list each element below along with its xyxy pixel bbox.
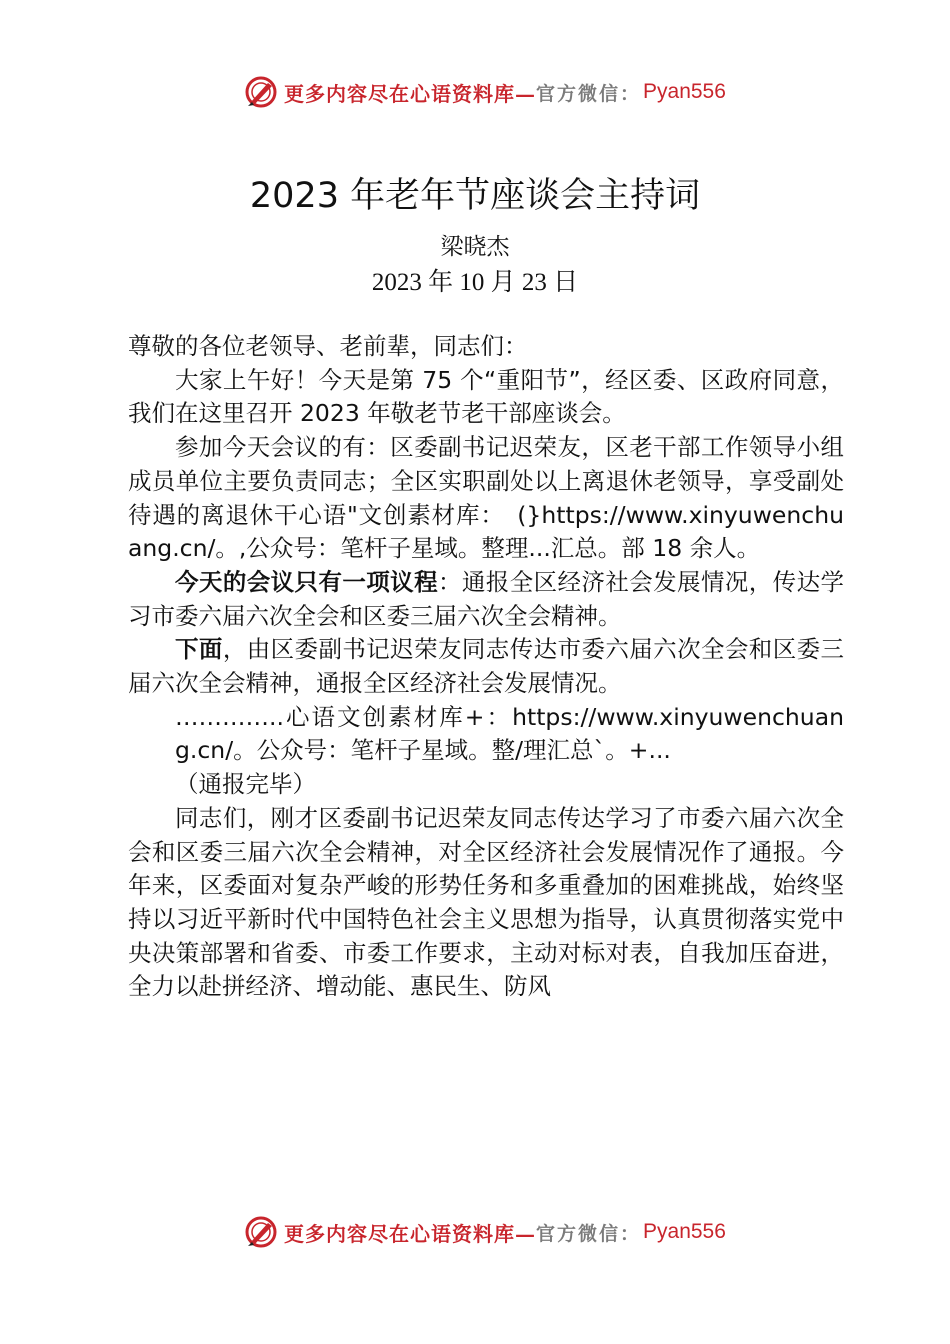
pen-logo-icon [244, 1215, 278, 1249]
document-author: 梁晓杰 [440, 234, 510, 260]
banner-text: 更多内容尽在心语资料库— [284, 81, 536, 106]
agenda-heading: 今天的会议只有一项议程 [175, 567, 438, 596]
next-heading: 下面 [175, 635, 223, 664]
watermark-paragraph: …………..心语文创素材库+：https://www.xinyuwenchuang.cn/。公众号：笔杆子星域。整/理汇总`。+... [175, 702, 844, 765]
banner-wechat-label: 官方微信： [536, 82, 642, 105]
paragraph: 大家上午好！今天是第 75 个“重阳节”，经区委、区政府同意，我们在这里召开 2023 年敬老节老干部座谈会。 [128, 365, 844, 428]
banner-wechat-label: 官方微信： [536, 1222, 642, 1245]
banner-text: 更多内容尽在心语资料库— [284, 1221, 536, 1246]
paragraph: 参加今天会议的有：区委副书记迟荣友，区老干部工作领导小组成员单位主要负责同志；全区实职副处以上离退休老领导，享受副处待遇的离退休干心语"文创素材库： (}https://www.xinyuwenchuang.cn/。,公众号：笔杆子星域。整理...汇总。部 18 余人。 [128, 433, 844, 563]
paragraph [128, 566, 844, 633]
footer-banner [244, 1212, 744, 1252]
banner-wechat-id: Pyan556 [643, 80, 726, 103]
paragraph [128, 633, 844, 700]
salutation: 尊敬的各位老领导、老前辈，同志们： [128, 332, 528, 360]
agenda-text: ：通报全区经济社会发展情况，传达学习市委六届六次全会和区委三届六次全会精神。 [128, 567, 845, 630]
next-text: ，由区委副书记迟荣友同志传达市委六届六次全会和区委三届六次全会精神，通报全区经济社会发展情况。 [128, 635, 845, 698]
paragraph: 同志们，刚才区委副书记迟荣友同志传达学习了市委六届六次全会和区委三届六次全会精神，对全区经济社会发展情况作了通报。今年来，区委面对复杂严峻的形势任务和多重叠加的困难挑战，始终坚持以习近平新时代中国特色社会主义思想为指导，认真贯彻落实党中央决策部署和省委、市委工作要求，主动对标对表，自我加压奋进，全力以赴拼经济、增动能、惠民生、防风 [128, 803, 844, 1001]
paragraph: （通报完毕） [175, 770, 316, 799]
header-banner [244, 72, 744, 112]
document-date: 2023 年 10 月 23 日 [371, 269, 579, 296]
document-body [128, 330, 844, 1004]
banner-wechat-id: Pyan556 [643, 1220, 726, 1243]
document-title: 2023 年老年节座谈会主持词 [249, 176, 701, 216]
pen-logo-icon [244, 75, 278, 109]
